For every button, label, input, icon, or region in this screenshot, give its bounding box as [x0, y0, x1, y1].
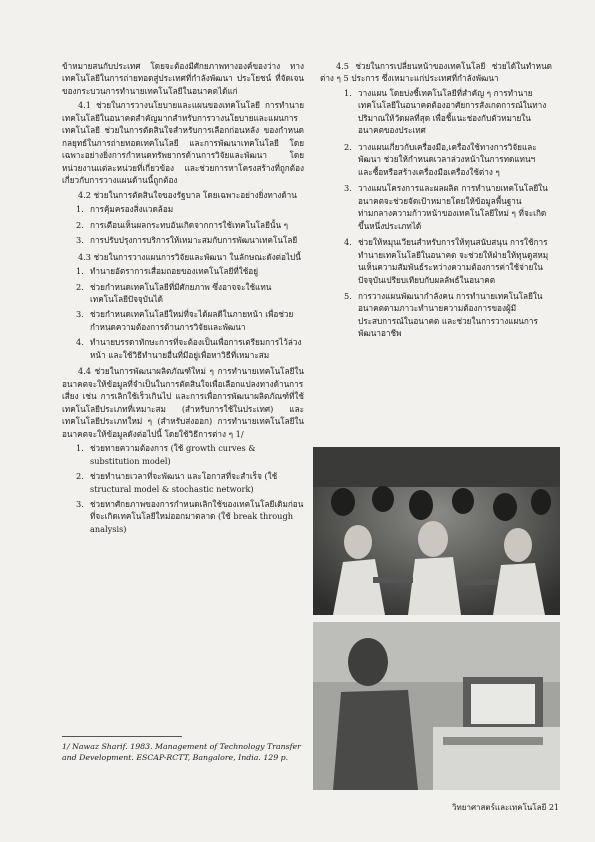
list-item: 1. ช่วยทายความต้องการ (ใช้ growth curves & substitution model)	[76, 443, 256, 466]
left-column	[62, 60, 304, 539]
list-item: 2. ช่วยกำหนดเทคโนโลยีที่มีศักยภาพ ซึ่งอาจจะใช้แทนเทคโนโลยีปัจจุบันได้	[76, 281, 272, 304]
seminar-audience-photo	[313, 447, 560, 615]
list-4-3	[62, 265, 304, 361]
list-item: 3. วางแผนโครงการและผลผลิต การทำนายเทคโนโลยีในอนาคตจะช่วยจัดเป้าหมายโดยให้ข้อมูลพื้นฐานท่ามกลางความก้าวหน้าของเทคโนโลยีใหม่ ๆ ที่จะเกิดขึ้นหนึ่งประเภทได้	[344, 183, 548, 231]
list-item: 4. ทำนายบรรดาทักษะการที่จะต้องเป็นเพื่อการเตรียมการไว้ล่วงหน้า และใช้วิธีทำนายอื่นที่มีอยู่เพื่อหาวิธีที่เหมาะสม	[76, 337, 302, 360]
list-item: 5. การวางแผนพัฒนากำลังคน การทำนายเทคโนโลยีในอนาคตตามภาวะทำนายความต้องการของผู้มีประสบการณ์ในอนาคต และช่วยในการวางแผนการพัฒนาอาชีพ	[344, 290, 543, 339]
section-4-3: 4.3 ช่วยในการวางแผนการวิจัยและพัฒนา ในลักษณะดังต่อไปนี้	[78, 251, 301, 262]
list-item: 2. ช่วยทำนายเวลาที่จะพัฒนา และโอกาสที่จะสำเร็จ (ใช้ structural model & stochastic network)	[76, 471, 278, 494]
speaker-equipment-photo	[313, 622, 560, 790]
section-4-1: 4.1 ช่วยในการวางนโยบายและแผนของเทคโนโลยี การทำนายเทคโนโลยีในอนาคตสำคัญมากสำหรับการวางนโยบายและแผนการเทคโนโลยี ช่วยในการตัดสินใจสำหรับการเลือกก่อนหลัง ของกำหนดกลยุทธ์ในการถ่ายทอดเทคโนโลยี และการพัฒนาเทคโนโลยี โดยเฉพาะอย่างยิ่งการกำหนดทรัพยากรด้านการวิจัยและพัฒนา โดยหน่วยงานแต่ละหน่วยที่เกี่ยวข้อง และช่วยการหาโครงสร้างที่ถูกต้องเกี่ยวกับการวางแผนด้านนี้ถูกต้อง	[62, 100, 304, 186]
section-4-5: 4.5 ช่วยในการเปลี่ยนหน้าของเทคโนโลยี ช่วยได้ในทำหนดต่าง ๆ 5 ประการ ซึ่งเหมาะแก่ประเทศที่กำลังพัฒนา	[320, 61, 552, 84]
list-4-5	[320, 87, 552, 340]
intro-paragraph: ข้าหมายสนกับประเทศ โดยจะต้องมีศักยภาพทางองค์ของว่าง ทางเทคโนโลยีในการถ่ายทอดสู่ประเทศที่กำลังพัฒนา ประโยชน์ ที่จัดเจนของกระบวนการทำนายเทคโนโลยีในอนาคตได้แก่	[62, 61, 304, 96]
list-item: 1. ทำนายอัตราการเสื่อมถอยของเทคโนโลยีที่ใช้อยู่	[76, 266, 259, 277]
section-4-4: 4.4 ช่วยในการพัฒนาผลิตภัณฑ์ใหม่ ๆ การทำนายเทคโนโลยีในอนาคตจะให้ข้อมูลที่จำเป็นในการตัดสินใจเพื่อเลือกแปลงทางด้านการเสี่ยง เช่น การเลิกใช้เร็วเกินไป และการเพื่อการพัฒนาผลิตภัณฑ์ที่ใช้เทคโนโลยีประเภทที่เหมาะสม (สำหรับการใช้ในประเทศ) และเทคโนโลยีประเภทใหม่ ๆ (สำหรับส่งออก) การทำนายเทคโนโลยีในอนาคตจะให้ข้อมูลดังต่อไปนี้ โดยใช้วิธีการต่าง ๆ 1/	[62, 366, 304, 439]
right-column	[320, 60, 552, 344]
list-item: 3. ช่วยหาศักยภาพของการกำหนดเลิกใช้ของเทคโนโลยีเดิมก่อนที่จะเกิดเทคโนโลยีใหม่ออกมาตลาด (ใช้ break through analysis)	[76, 499, 304, 534]
footnote-rule	[62, 736, 182, 737]
footnote: 1/ Nawaz Sharif. 1983. Management of Technology Transfer and Development. ESCAP-RCTT, Bangalore, India. 129 p.	[62, 742, 301, 763]
list-item: 3. ช่วยกำหนดเทคโนโลยีใหม่ที่จะได้ผลดีในภายหน้า เพื่อช่วยกำหนดความต้องการด้านการวิจัยและพัฒนา	[76, 309, 294, 332]
list-4-2	[62, 203, 304, 246]
list-4-4	[62, 442, 304, 535]
list-item: 2. การเตือนเห็นผลกระทบอันเกิดจากการใช้เทคโนโลยีนั้น ๆ	[76, 219, 289, 230]
list-item: 1. วางแผน โดยบ่งชี้เทคโนโลยีที่สำคัญ ๆ การทำนายเทคโนโลยีในอนาคตต้องอาศัยการสังเกตการณ์ในทางปริมาณให้วัดผลที่สุด เพื่อชี้แนะช่องกับตัวหมายในอนาคตของประเทศ	[344, 87, 547, 136]
list-item: 2. วางแผนเกี่ยวกับเครื่องมือ,เครื่องใช้ทางการวิจัยและพัฒนา ช่วยให้กำหนดเวลาล่วงหน้าในการทดแทนฯ และซื้อหรือสร้างเครื่องมือเครื่องใช้ต่าง ๆ	[344, 141, 537, 177]
section-4-2: 4.2 ช่วยในการตัดสินใจของรัฐบาล โดยเฉพาะอย่างยิ่งทางด้าน	[78, 189, 297, 200]
list-item: 3. การปรับปรุงการบริการให้เหมาะสมกับการพัฒนาเทคโนโลยี	[76, 235, 298, 246]
list-item: 1. การคุ้มครองสิ่งแวดล้อม	[76, 204, 174, 215]
page-footer: วิทยาศาสตร์และเทคโนโลยี 21	[452, 803, 559, 812]
list-item: 4. ช่วยให้หมุนเวียนสำหรับการให้ทุนสนับสนุน การใช้การทำนายเทคโนโลยีในอนาคต จะช่วยให้ฝ่ายให้ทุนดูสหมุนเห็นความสัมพันธ์ระหว่างความต้องการค่าใช้จ่ายในปัจจุบันเปรียบเทียบกับผลลัพธ์ในอนาคต	[344, 237, 549, 285]
